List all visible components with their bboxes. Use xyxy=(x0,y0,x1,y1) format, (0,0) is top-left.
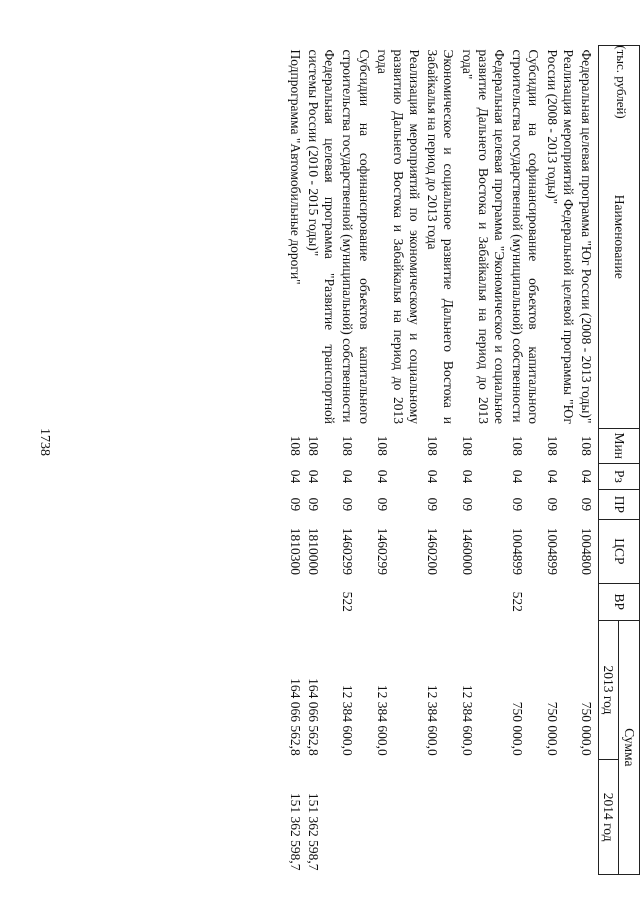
row-csr: 1460200 xyxy=(425,527,441,575)
header-pr: ПР xyxy=(598,489,639,519)
budget-table xyxy=(286,45,640,875)
row-amount-2014 xyxy=(577,760,599,875)
row-csr: 1460299 xyxy=(374,527,390,575)
row-vr xyxy=(373,583,424,620)
header-sum: Сумма xyxy=(619,620,640,874)
rotated-page xyxy=(110,45,640,875)
row-pr: 09 xyxy=(287,497,303,512)
row-min: 108 xyxy=(425,435,441,456)
row-amount-2013: 750 000,0 xyxy=(578,701,594,756)
row-amount-2014 xyxy=(508,760,542,875)
row-min: 108 xyxy=(578,435,594,456)
row-amount-2013: 750 000,0 xyxy=(510,701,526,756)
row-csr: 1004899 xyxy=(544,527,560,575)
units-label: (тыс. рублей) xyxy=(614,45,630,119)
row-pr: 09 xyxy=(510,497,526,512)
row-min: 108 xyxy=(510,435,526,456)
row-name: Реализация мероприятий по экономическому и социальному развитию Дальнего Востока и Забайкалья на период до 2013 года xyxy=(374,49,423,425)
row-amount-2013: 164 066 562,8 xyxy=(305,678,321,756)
table-row xyxy=(542,46,576,875)
row-vr: 522 xyxy=(340,591,356,612)
page-number: 1738 xyxy=(37,428,52,456)
header-csr: ЦСР xyxy=(598,519,639,583)
row-name: Субсидии на софинансирование объектов капитального строительства государственной (муниципальной) собственности xyxy=(510,49,542,425)
table-header xyxy=(598,46,639,875)
row-amount-2013: 12 384 600,0 xyxy=(374,684,390,756)
row-min: 108 xyxy=(287,435,303,456)
table-row xyxy=(577,46,599,875)
row-pr: 09 xyxy=(578,497,594,512)
row-name: Субсидии на софинансирование объектов капитального строительства государственной (муниципальной) собственности xyxy=(340,49,372,425)
row-name: Федеральная целевая программа "Юг России (2008 - 2013 годы)" xyxy=(578,49,594,424)
row-name: Федеральная целевая программа "Экономическое и социальное развитие Дальнего Востока и Забайкалья на период до 2013 года" xyxy=(459,49,508,425)
row-amount-2013: 164 066 562,8 xyxy=(287,678,303,756)
row-rz: 04 xyxy=(459,469,475,484)
row-amount-2014: 151 362 598,7 xyxy=(287,792,303,871)
row-amount-2013: 12 384 600,0 xyxy=(340,684,356,756)
row-rz: 04 xyxy=(544,469,560,484)
table-row xyxy=(423,46,457,875)
row-pr: 09 xyxy=(425,497,441,512)
row-amount-2014 xyxy=(457,760,508,875)
row-name: Подпрограмма "Автомобильные дороги" xyxy=(287,49,303,285)
header-2013: 2013 год xyxy=(598,620,619,760)
row-name: Экономическое и социальное развитие Дальнего Востока и Забайкалья на период до 2013 года xyxy=(425,49,457,425)
header-min: Мин xyxy=(598,428,639,463)
table-row xyxy=(373,46,424,875)
row-rz: 04 xyxy=(578,469,594,484)
row-min: 108 xyxy=(459,435,475,456)
row-rz: 04 xyxy=(287,469,303,484)
row-csr: 1004899 xyxy=(510,527,526,575)
row-amount-2014: 151 362 598,7 xyxy=(305,792,321,871)
row-min: 108 xyxy=(374,435,390,456)
row-name: Федеральная целевая программа "Развитие транспортной системы России (2010 - 2015 годы)" xyxy=(305,49,338,425)
row-rz: 04 xyxy=(305,469,321,484)
header-2014: 2014 год xyxy=(598,760,619,875)
row-amount-2013: 12 384 600,0 xyxy=(425,684,441,756)
row-vr xyxy=(457,583,508,620)
table-row xyxy=(338,46,372,875)
row-amount-2014 xyxy=(542,760,576,875)
table-row xyxy=(457,46,508,875)
row-csr: 1810300 xyxy=(287,527,303,575)
row-amount-2014 xyxy=(423,760,457,875)
row-csr: 1460299 xyxy=(340,527,356,575)
row-csr: 1810000 xyxy=(305,527,321,575)
row-min: 108 xyxy=(340,435,356,456)
table-body xyxy=(286,46,599,875)
row-rz: 04 xyxy=(340,469,356,484)
row-name: Реализация мероприятий Федеральной целевой программы "Юг России (2008 - 2013 годы)" xyxy=(544,49,576,425)
row-pr: 09 xyxy=(459,497,475,512)
header-vr: ВР xyxy=(598,583,639,620)
row-vr xyxy=(286,583,304,620)
row-csr: 1004800 xyxy=(578,527,594,575)
row-vr xyxy=(304,583,338,620)
row-vr xyxy=(577,583,599,620)
header-name: Наименование xyxy=(598,46,639,429)
row-min: 108 xyxy=(305,435,321,456)
header-rz: Рз xyxy=(598,463,639,489)
row-vr: 522 xyxy=(510,591,526,612)
row-min: 108 xyxy=(544,435,560,456)
table-row xyxy=(304,46,338,875)
row-csr: 1460000 xyxy=(459,527,475,575)
row-rz: 04 xyxy=(510,469,526,484)
row-pr: 09 xyxy=(374,497,390,512)
row-pr: 09 xyxy=(305,497,321,512)
row-pr: 09 xyxy=(340,497,356,512)
table-row xyxy=(286,46,304,875)
row-rz: 04 xyxy=(374,469,390,484)
row-pr: 09 xyxy=(544,497,560,512)
table-row xyxy=(508,46,542,875)
row-vr xyxy=(542,583,576,620)
row-vr xyxy=(423,583,457,620)
row-amount-2014 xyxy=(373,760,424,875)
row-amount-2014 xyxy=(338,760,372,875)
row-rz: 04 xyxy=(425,469,441,484)
row-amount-2013: 750 000,0 xyxy=(544,701,560,756)
row-amount-2013: 12 384 600,0 xyxy=(459,684,475,756)
